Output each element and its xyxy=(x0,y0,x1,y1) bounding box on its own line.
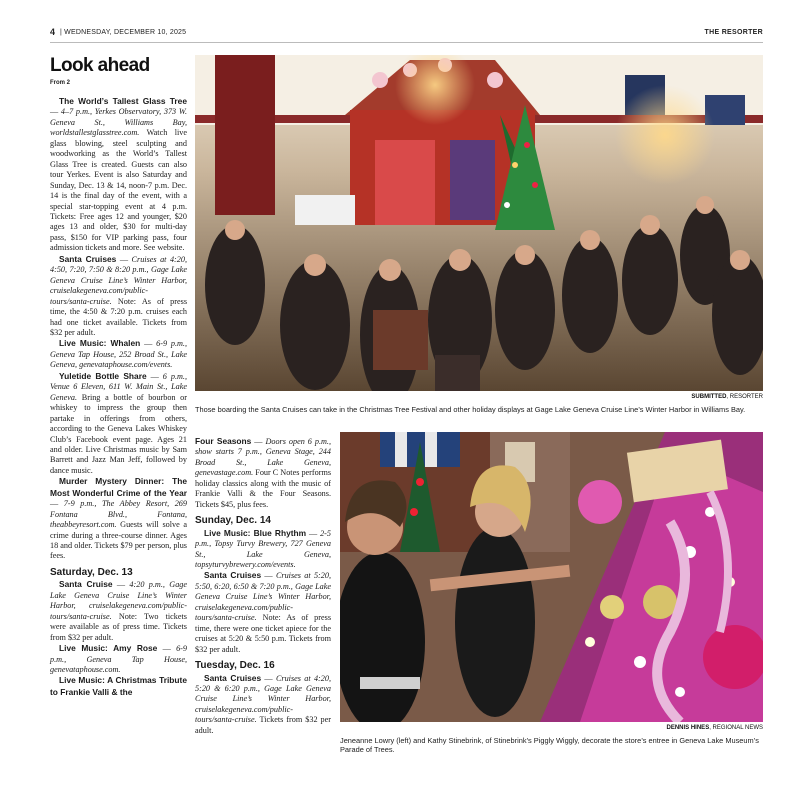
column-2 xyxy=(195,436,331,736)
listing-details: Cruises at 4:20, 5:20 & 6:20 p.m., Gage Lake Geneva Cruise Line’s Winter Harbor, cruiselakegeneva.com/public-tours/santa-cruise. xyxy=(195,673,332,725)
listing-title: Santa Cruises xyxy=(59,253,117,264)
listing-body: Watch live glass blowing, steel sculpting and woodworking as the World’s Tallest Glass Tree is created. Guests can also tour Yerkes. Event is also Saturday and Sunday, Dec. 13 & 14, noon-7 p.m. Dec. 14 is the final day of the event, with a special star-topping event at 4 p.m. Tickets: Free ages 12 and younger, $20 ages 13 and older, $30 for multi-day pass, $150 for VIP parking pass, four admission tickets and more. See website. xyxy=(50,128,187,253)
credit-name: SUBMITTED xyxy=(691,394,727,400)
photo-credit-2: DENNIS HINES, REGIONAL NEWS xyxy=(666,725,763,731)
listing-details: 4–7 p.m., Yerkes Observatory, 373 W. Geneva St., Williams Bay, worldstallestglasstree.com. xyxy=(50,107,187,138)
publication-name: THE RESORTER xyxy=(704,29,763,36)
credit-name: DENNIS HINES xyxy=(666,725,710,731)
listing-body: Note: As of press time, there were one ticket apiece for the cruises at 5:20 & 5:50 p.m. Tickets from $32 per adult. xyxy=(195,613,331,654)
listing-santa-cruise-sat: Santa Cruise — 4:20 p.m., Gage Lake Geneva Cruise Line’s Winter Harbor, cruiselakegeneva.com/public-tours/santa-cruise. Note: Two tickets were available as of press time. Tickets from $32 per adult. xyxy=(50,579,188,642)
listing-four-seasons-cont: Four Seasons — Doors open 6 p.m., show starts 7 p.m., Geneva Stage, 244 Broad St., Lake Geneva, genevastage.com. Four C Notes performs holiday classics along with the music of Frankie Valli & the Four Seasons. Tickets $45, plus fees. xyxy=(195,436,332,509)
listing-details: 4:20 p.m., Gage Lake Geneva Cruise Line’s Winter Harbor, cruiselakegeneva.com/public-tours/santa-cruise. xyxy=(50,580,188,621)
listing-title: Live Music: A Christmas Tribute to Frankie Valli & the xyxy=(50,675,187,697)
photo-caption-2: Jeneanne Lowry (left) and Kathy Stinebrink, of Stinebrink’s Piggly Wiggly, decorate the store’s entree in Geneva Lake Museum’s Parade of Trees. xyxy=(340,736,759,755)
listing-murder-mystery: Murder Mystery Dinner: The Most Wonderful Crime of the Year — 7-9 p.m., The Abbey Resort, 269 Fontana Blvd., Fontana, theabbeyresort.com. Guests will solve a crime during a three-course dinner. Ages 18 and older. Tickets $79 per person, plus fees. xyxy=(50,476,187,561)
listing-yuletide: Yuletide Bottle Share — 6 p.m., Venue 6 Eleven, 611 W. Main St., Lake Geneva. Bring a bottle of bourbon or whiskey to impress the group then partake in offerings from others, according to the Geneva Lakes Whiskey Club’s Facebook event page. Ages 21 and older. Live Christmas music by Sam Barrett and Jazz Man Jeff, followed by dance music. xyxy=(50,370,188,475)
column-1 xyxy=(50,96,187,698)
listing-title: Murder Mystery Dinner: The Most Wonderful Crime of the Year xyxy=(50,476,187,498)
listing-details: 6 p.m., Venue 6 Eleven, 611 W. Main St., Lake Geneva. xyxy=(50,371,187,402)
listing-title: Santa Cruises xyxy=(204,570,262,581)
photo-credit-1: SUBMITTED, RESORTER xyxy=(691,394,763,400)
day-heading-tuesday: Tuesday, Dec. 16 xyxy=(195,660,275,672)
section-headline: Look ahead xyxy=(50,55,150,76)
day-heading-saturday: Saturday, Dec. 13 xyxy=(50,566,133,578)
credit-org: REGIONAL NEWS xyxy=(712,725,763,731)
listing-title: The World’s Tallest Glass Tree xyxy=(59,96,187,106)
listing-title: Santa Cruise xyxy=(59,579,113,590)
listing-blue-rhythm: Live Music: Blue Rhythm — 2-5 p.m., Topsy Turvy Brewery, 727 Geneva St., Lake Geneva, topsyturvybrewery.com/events. xyxy=(195,527,331,569)
listing-santa-cruises: Santa Cruises — Cruises at 4:20, 4:50, 7:20, 7:50 & 8:20 p.m., Gage Lake Geneva Cruise Line’s Winter Harbor, cruiselakegeneva.com/public-tours/santa-cruise. Note: As of press time, the 4:50 & 7:20 p.m. cruises each had one ticket available. Tickets from $32 per adult. xyxy=(50,253,188,337)
listing-title: Live Music: Blue Rhythm xyxy=(204,527,307,538)
listing-santa-cruises-sun: Santa Cruises — Cruises at 5:20, 5:50, 6:20, 6:50 & 7:20 p.m., Gage Lake Geneva Cruise Line’s Winter Harbor, cruiselakegeneva.com/public-tours/santa-cruise. Note: As of press time, there were one ticket apiece for the cruises at 5:20 & 5:50 p.m. Tickets from $32 per adult. xyxy=(195,570,332,654)
listing-body: Note: Two tickets were available as of press time. Tickets from $32 per adult. xyxy=(50,611,187,642)
listing-tallest-tree: The World’s Tallest Glass Tree — 4–7 p.m., Yerkes Observatory, 373 W. Geneva St., Williams Bay, worldstallestglasstree.com. Watch live glass blowing, steel sculpting and woodworking as the World’s Tallest Glass Tree is created. Guests can also tour Yerkes. Event is also Saturday and Sunday, Dec. 13 & 14, noon-7 p.m. Dec. 14 is the final day of the event, with a special star-topping event at 4 p.m. Tickets: Free ages 12 and younger, $20 ages 13 and older, $30 for multi-day pass, $150 for VIP parking pass, four admission tickets and more. See website. xyxy=(50,96,187,253)
listing-whalen: Live Music: Whalen — 6-9 p.m., Geneva Tap House, 252 Broad St., Lake Geneva, genevataphouse.com/events. xyxy=(50,338,188,370)
listing-title: Live Music: Whalen xyxy=(59,338,141,349)
listing-body: Tickets from $32 per adult. xyxy=(195,715,332,735)
listing-details: Cruises at 4:20, 4:50, 7:20, 7:50 & 8:20 p.m., Gage Lake Geneva Cruise Line’s Winter Harbor, cruiselakegeneva.com/public-tours/santa-cruise. xyxy=(50,254,188,306)
listing-body: Guests will solve a crime during a three-course dinner. Ages 18 and older. Tickets $79 per person, plus fees. xyxy=(50,520,187,561)
credit-org: RESORTER xyxy=(729,394,763,400)
photo-parade-of-trees xyxy=(340,432,763,722)
photo-christmas-tree-festival xyxy=(195,55,763,391)
listing-details: 6-9 p.m., Geneva Tap House, 252 Broad St., Lake Geneva, genevataphouse.com/events. xyxy=(50,339,188,370)
page-number: 4 xyxy=(50,27,56,37)
listing-details: 7-9 p.m., The Abbey Resort, 269 Fontana Blvd., Fontana, theabbeyresort.com. xyxy=(50,499,187,530)
listing-details: 6-9 p.m., Geneva Tap House, genevataphouse.com. xyxy=(50,644,187,675)
dateline: | WEDNESDAY, DECEMBER 10, 2025 xyxy=(60,29,187,36)
listing-amy-rose: Live Music: Amy Rose — 6-9 p.m., Geneva Tap House, genevataphouse.com. xyxy=(50,643,187,675)
listing-details: Doors open 6 p.m., show starts 7 p.m., Geneva Stage, 244 Broad St., Lake Geneva, genevastage.com. xyxy=(195,437,331,478)
listing-title: Four Seasons xyxy=(195,436,252,446)
listing-santa-cruises-tue: Santa Cruises — Cruises at 4:20, 5:20 & 6:20 p.m., Gage Lake Geneva Cruise Line’s Winter Harbor, cruiselakegeneva.com/public-tours/santa-cruise. Tickets from $32 per adult. xyxy=(195,672,332,735)
listing-details: 2-5 p.m., Topsy Turvy Brewery, 727 Geneva St., Lake Geneva, topsyturvybrewery.com/events. xyxy=(195,528,331,569)
listing-body: Four C Notes performs holiday classics along with the music of Frankie Valli & the Four Seasons. Tickets $45, plus fees. xyxy=(195,468,332,509)
day-heading-sunday: Sunday, Dec. 14 xyxy=(195,515,271,527)
listing-title: Yuletide Bottle Share xyxy=(59,370,147,381)
listing-title: Live Music: Amy Rose xyxy=(59,643,158,654)
listing-body: Bring a bottle of bourbon or whiskey to impress the group then partake in offerings from others, according to the Geneva Lakes Whiskey Club’s Facebook event page. Ages 21 and older. Live Christmas music by Sam Barrett and Jazz Man Jeff, followed by dance music. xyxy=(50,392,188,475)
listing-title: Santa Cruises xyxy=(204,672,262,683)
listing-four-seasons-start xyxy=(50,675,187,698)
listing-details: Cruises at 5:20, 5:50, 6:20, 6:50 & 7:20 p.m., Gage Lake Geneva Cruise Line’s Winter Harbor, cruiselakegeneva.com/public-tours/santa-cruise. xyxy=(195,571,332,623)
listing-body: Note: As of press time, the 4:50 & 7:20 p.m. cruises each had one ticket available. Tickets from $32 per adult. xyxy=(50,296,187,337)
photo-caption-1: Those boarding the Santa Cruises can take in the Christmas Tree Festival and other holiday displays at Gage Lake Geneva Cruise Line’s Winter Harbor in Williams Bay. xyxy=(195,405,746,414)
continued-from: From 2 xyxy=(50,80,71,86)
header-rule xyxy=(50,42,763,43)
page-header xyxy=(50,28,763,40)
